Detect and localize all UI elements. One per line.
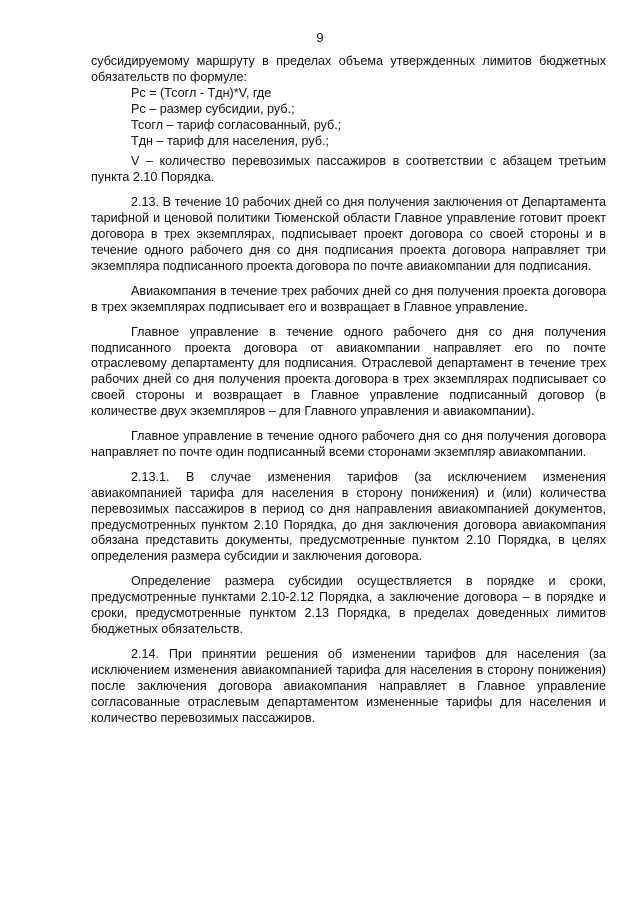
paragraph-formula-intro: субсидируемому маршруту в пределах объема утвержденных лимитов бюджетных обязательств по формуле: (91, 54, 606, 84)
formula-line: Рс = (Тсогл - Тдн)*V, где (131, 85, 272, 100)
definition-tsogl: Тсогл – тариф согласованный, руб.; (131, 117, 342, 132)
paragraph-2-13: 2.13. В течение 10 рабочих дней со дня получения заключения от Департамента тарифной и ценовой политики Тюменской области Главное управление готовит проект договора в трех экземплярах, подписывает проект договора со своей стороны и в течение одного рабочего дня со дня подписания проекта договора направляет три экземпляра подписанного проекта договора по почте авиакомпании для подписания. (91, 195, 606, 273)
document-body (91, 54, 606, 726)
definition-rs: Рс – размер субсидии, руб.; (131, 101, 295, 116)
paragraph-airline-signs: Авиакомпания в течение трех рабочих дней со дня получения проекта договора в трех экземплярах подписывает его и возвращает в Главное управление. (91, 283, 606, 314)
definition-v: V – количество перевозимых пассажиров в соответствии с абзацем третьим пункта 2.10 Порядка. (91, 154, 606, 185)
paragraph-2-14: 2.14. При принятии решения об изменении тарифов для населения (за исключением изменения авиакомпанией тарифа для населения в сторону понижения) после заключения договора авиакомпания направляет в Главное управление согласованные отраслевым департаментом измененные тарифы для населения и количество перевозимых пассажиров. (91, 646, 606, 725)
paragraph-main-directorate-sends: Главное управление в течение одного рабочего дня со дня получения подписанного проекта договора от авиакомпании направляет его по почте отраслевому департаменту для подписания. Отраслевой департамент в течение трех рабочих дней со дня получения проекта договора в трех экземплярах подписывает со своей стороны и возвращает в Главное управление подписанный договор (в количестве двух экземпляров – для Главного управления и авиакомпании). (91, 324, 606, 419)
paragraph-2-13-1: 2.13.1. В случае изменения тарифов (за исключением изменения авиакомпанией тарифа для населения в сторону понижения) и (или) количества перевозимых пассажиров в период со дня направления авиакомпанией документов, предусмотренных пунктом 2.10 Порядка, до дня заключения договора авиакомпания обязана представить документы, предусмотренные пунктом 2.10 Порядка, в целях определения размера субсидии и заключения договора. (91, 469, 606, 564)
definition-tdn: Тдн – тариф для населения, руб.; (131, 133, 330, 148)
paragraph-subsidy-determination: Определение размера субсидии осуществляется в порядке и сроки, предусмотренные пунктами 2.10-2.12 Порядка, а заключение договора – в порядке и сроки, предусмотренные пунктом 2.13 Порядка, в пределах доведенных лимитов бюджетных обязательств. (91, 574, 606, 636)
paragraph-main-directorate-returns: Главное управление в течение одного рабочего дня со дня получения договора направляет по почте один подписанный всеми сторонами экземпляр авиакомпании. (91, 429, 606, 459)
page-number: 9 (316, 30, 324, 45)
